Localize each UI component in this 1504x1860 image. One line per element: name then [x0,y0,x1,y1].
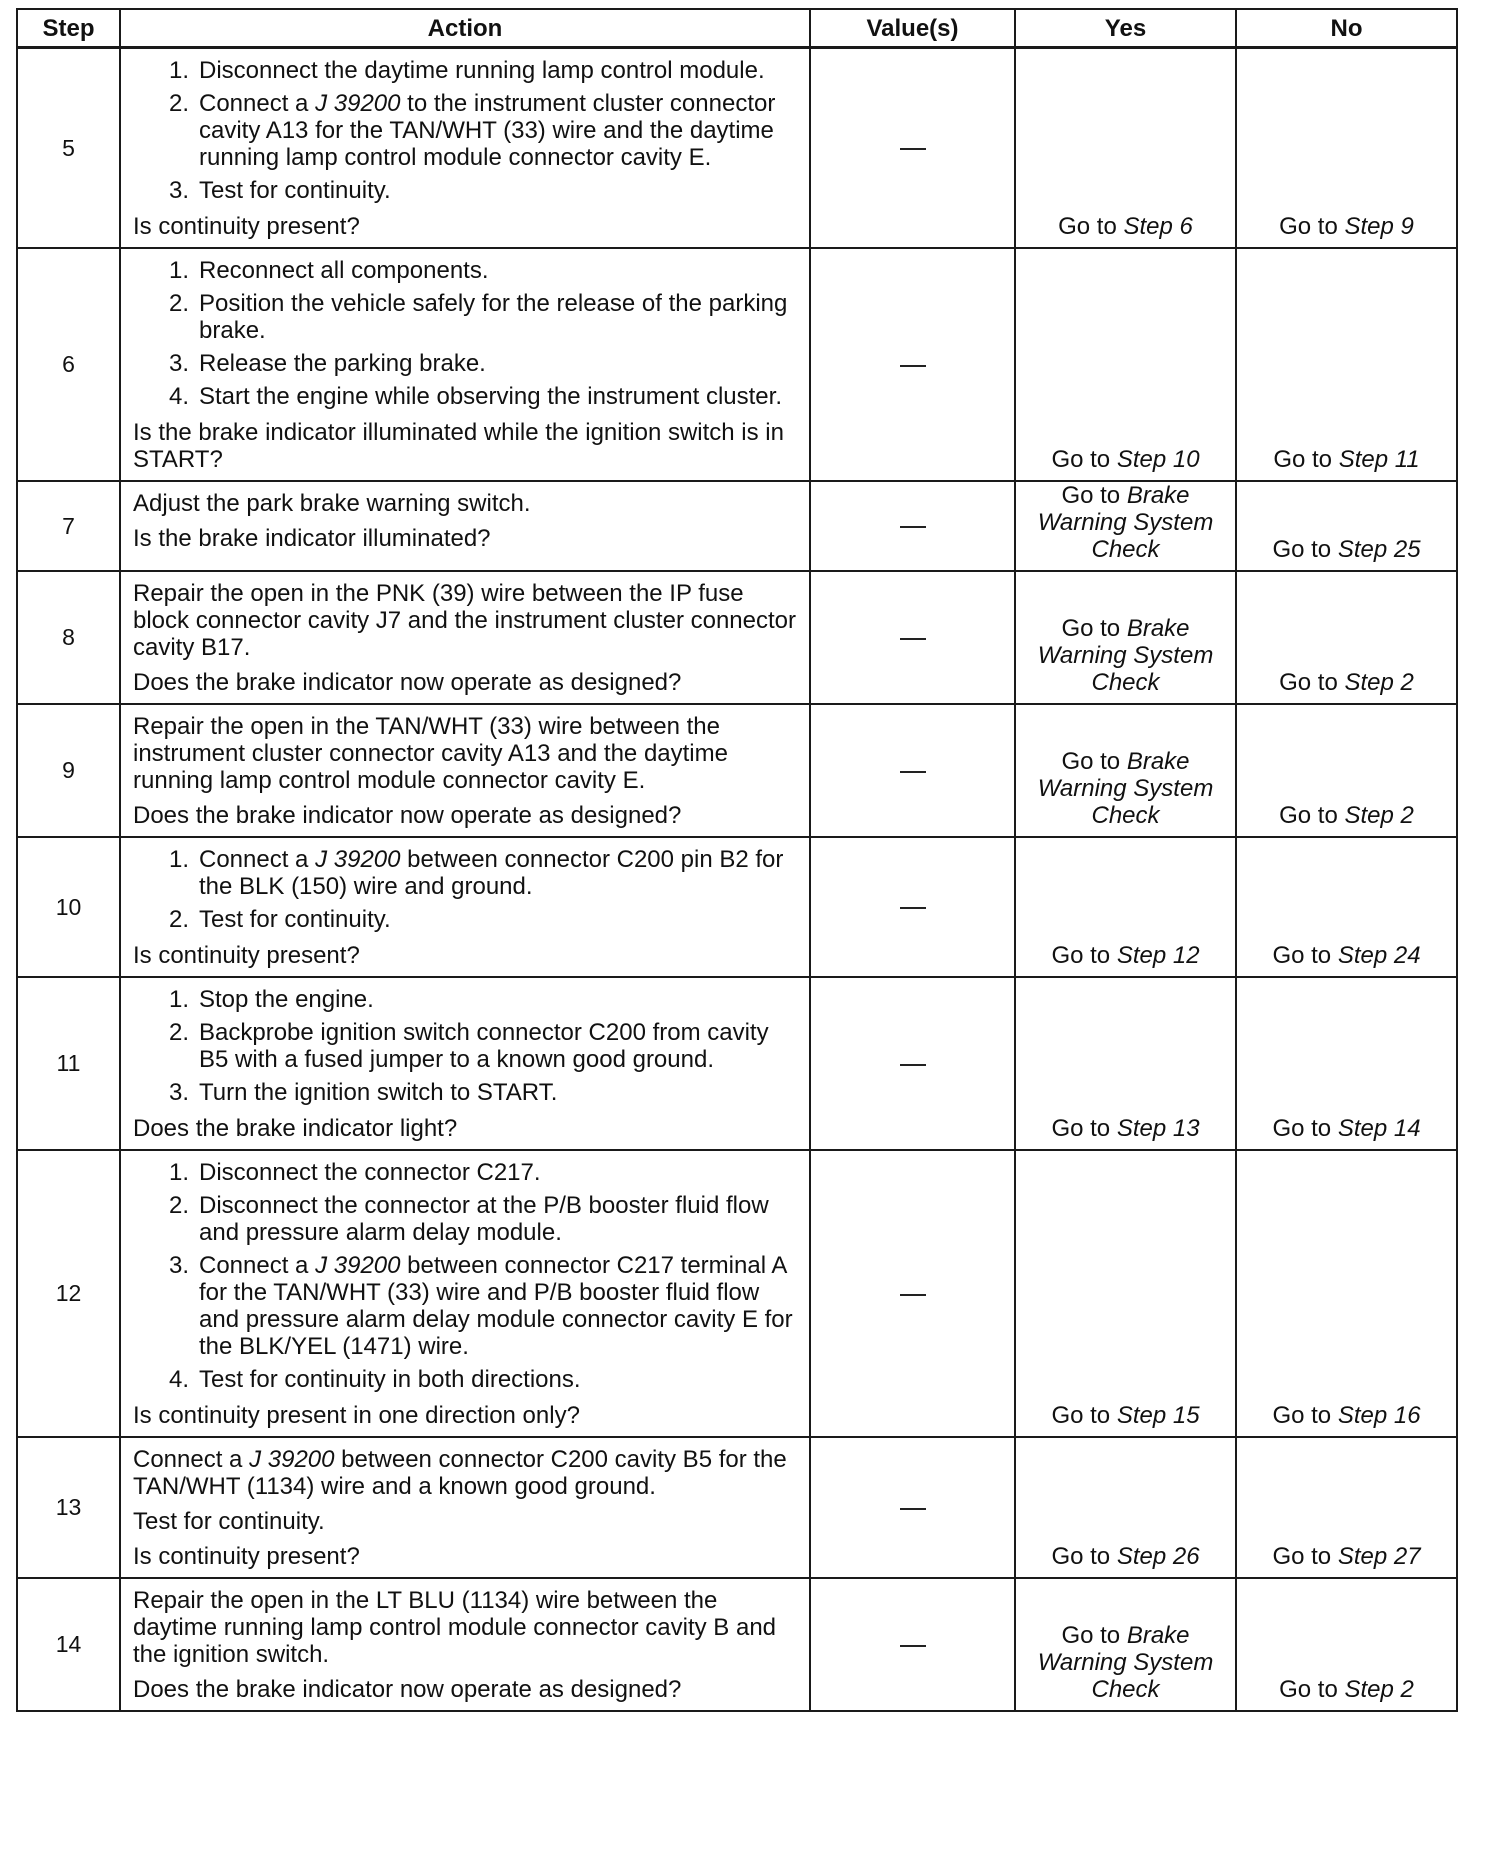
reference-text: Step 9 [1344,213,1414,240]
text-run: Go to [1051,1115,1117,1142]
text-run: between connector C217 terminal A for the TAN/WHT (33) wire and P/B booster fluid flow and pressure alarm delay module connector cavity E for the BLK/YEL (1471) wire. [199,1252,793,1360]
reference-text: Step 24 [1337,942,1421,969]
action-cell [120,48,810,249]
reference-text: Step 27 [1337,1543,1421,1570]
yes-result [1015,248,1236,481]
action-step-text [199,1366,799,1393]
action-step-text [199,1159,799,1186]
reference-text: Brake Warning System Check [1037,615,1214,696]
action-question: Does the brake indicator now operate as designed? [133,802,682,829]
yes-result [1015,1437,1236,1578]
text-run: Go to [1272,1402,1338,1429]
reference-text: Step 16 [1337,1402,1421,1429]
action-step-number: 2. [168,290,189,317]
text-run: Go to [1272,1543,1338,1570]
action-step-number: 4. [168,1366,189,1393]
action-step [133,383,799,410]
step-number: 13 [17,1437,120,1578]
yes-result [1015,481,1236,571]
reference-text: Step 13 [1116,1115,1200,1142]
value-cell [810,571,1015,704]
value-cell [810,1578,1015,1711]
text-run: Go to [1051,1543,1117,1570]
header-yes: Yes [1015,9,1236,48]
value-cell [810,1437,1015,1578]
action-cell [120,1437,810,1578]
text-run: Disconnect the connector C217. [199,1159,541,1186]
value-dash [900,638,926,640]
action-paragraph [133,1587,799,1668]
yes-result [1015,571,1236,704]
action-step-text [199,383,799,410]
action-cell [120,704,810,837]
action-paragraph [133,490,799,517]
value-cell [810,977,1015,1150]
reference-text: Brake Warning System Check [1037,748,1214,829]
no-result [1236,1578,1457,1711]
text-run: Disconnect the daytime running lamp control module. [199,57,765,84]
action-step-text [199,846,799,900]
no-result [1236,1437,1457,1578]
action-step-text [199,906,799,933]
action-question: Does the brake indicator now operate as designed? [133,669,682,696]
action-question: Does the brake indicator now operate as designed? [133,1676,682,1703]
table-row [17,1150,1457,1437]
value-cell [810,48,1015,249]
reference-text: Step 14 [1337,1115,1421,1142]
action-step-text [199,257,799,284]
action-steps-list [133,843,799,939]
value-cell [810,248,1015,481]
action-step-text [199,1192,799,1246]
action-step [133,1366,799,1393]
yes-result [1015,977,1236,1150]
no-result [1236,248,1457,481]
value-dash [900,148,926,150]
action-content [133,1443,799,1570]
text-run: Connect a [199,846,316,873]
reference-text: Step 12 [1116,942,1200,969]
reference-text: Step 26 [1116,1543,1200,1570]
text-run: Connect a [199,90,316,117]
action-step-number: 3. [168,350,189,377]
yes-result-text [1022,482,1229,563]
action-content [133,843,799,969]
text-run: Repair the open in the TAN/WHT (33) wire between the instrument cluster connector cavity A13 and the daytime running lamp control module connector cavity E. [133,713,728,794]
text-run: Test for continuity. [133,1508,325,1535]
reference-text: Step 2 [1344,1676,1414,1703]
text-run: Start the engine while observing the instrument cluster. [199,383,782,410]
reference-text: Brake Warning System Check [1037,482,1214,563]
text-run: Stop the engine. [199,986,374,1013]
reference-text: Brake Warning System Check [1037,1622,1214,1703]
text-run: Go to [1051,1402,1117,1429]
table-row [17,248,1457,481]
action-cell [120,571,810,704]
yes-result [1015,1578,1236,1711]
text-run: Go to [1279,1676,1345,1703]
text-run: Adjust the park brake warning switch. [133,490,531,517]
action-steps-list [133,254,799,416]
step-number: 14 [17,1578,120,1711]
action-step-number: 1. [168,1159,189,1186]
action-content [133,487,799,552]
no-result-text [1273,446,1419,473]
reference-text: Step 25 [1337,536,1421,563]
yes-result [1015,48,1236,249]
action-step [133,350,799,377]
action-step-text [199,986,799,1013]
action-step-number: 2. [168,1192,189,1219]
yes-result-text [1051,942,1199,969]
table-row [17,837,1457,977]
action-step [133,1192,799,1246]
action-step [133,846,799,900]
action-step [133,1252,799,1360]
action-question: Is continuity present in one direction only? [133,1402,580,1429]
yes-result [1015,704,1236,837]
action-step-text [199,1252,799,1360]
text-run: Go to [1051,942,1117,969]
header-values: Value(s) [810,9,1015,48]
value-cell [810,1150,1015,1437]
table-body [17,48,1457,1712]
no-result-text [1272,536,1420,563]
action-content [133,1156,799,1429]
value-cell [810,837,1015,977]
action-question: Is continuity present? [133,213,360,240]
no-result-text [1279,213,1414,240]
reference-text: J 39200 [315,846,401,873]
text-run: Go to [1061,615,1127,642]
reference-text: Step 15 [1116,1402,1200,1429]
text-run: Repair the open in the LT BLU (1134) wire between the daytime running lamp control module connector cavity B and the ignition switch. [133,1587,777,1668]
action-step-number: 4. [168,383,189,410]
text-run: Go to [1272,1115,1338,1142]
no-result-text [1272,1543,1420,1570]
no-result [1236,977,1457,1150]
action-step-number: 3. [168,1252,189,1279]
action-step-text [199,177,799,204]
yes-result-text [1022,748,1229,829]
action-step-number: 1. [168,257,189,284]
no-result-text [1272,1402,1420,1429]
step-number: 8 [17,571,120,704]
no-result [1236,481,1457,571]
action-step-text [199,57,799,84]
header-step: Step [17,9,120,48]
no-result-text [1279,802,1414,829]
text-run: between connector C200 pin B2 for the BLK (150) wire and ground. [199,846,784,900]
action-steps-list [133,54,799,210]
value-cell [810,704,1015,837]
action-step-number: 2. [168,906,189,933]
action-paragraph [133,1508,799,1535]
action-question: Is the brake indicator illuminated while the ignition switch is in START? [133,419,784,473]
action-step-number: 1. [168,57,189,84]
no-result [1236,1150,1457,1437]
step-number: 12 [17,1150,120,1437]
no-result [1236,571,1457,704]
action-content [133,254,799,473]
text-run: Go to [1272,536,1338,563]
yes-result [1015,1150,1236,1437]
action-step [133,90,799,171]
yes-result-text [1058,213,1193,240]
diagnostic-table [16,8,1458,1712]
yes-result-text [1051,446,1199,473]
action-step [133,257,799,284]
step-number: 9 [17,704,120,837]
action-step [133,177,799,204]
action-step [133,906,799,933]
yes-result-text [1051,1543,1199,1570]
header-action: Action [120,9,810,48]
text-run: Backprobe ignition switch connector C200 from cavity B5 with a fused jumper to a known good ground. [199,1019,769,1073]
value-dash [900,1645,926,1647]
action-cell [120,1578,810,1711]
text-run: Turn the ignition switch to START. [199,1079,558,1106]
text-run: Go to [1279,802,1345,829]
action-question: Is continuity present? [133,1543,360,1570]
text-run: Go to [1279,213,1345,240]
table-row [17,48,1457,249]
value-cell [810,481,1015,571]
text-run: Release the parking brake. [199,350,486,377]
action-step-number: 1. [168,846,189,873]
action-step-text [199,290,799,344]
action-content [133,577,799,696]
action-step-text [199,1019,799,1073]
value-dash [900,365,926,367]
text-run: Go to [1061,482,1127,509]
table-row [17,1578,1457,1711]
action-question: Is the brake indicator illuminated? [133,525,491,552]
step-number: 7 [17,481,120,571]
action-content [133,1584,799,1703]
table-row [17,571,1457,704]
step-number: 6 [17,248,120,481]
no-result-text [1279,669,1414,696]
text-run: between connector C200 cavity B5 for the TAN/WHT (1134) wire and a known good ground. [133,1446,787,1500]
value-dash [900,907,926,909]
action-question: Does the brake indicator light? [133,1115,458,1142]
no-result [1236,704,1457,837]
action-step [133,986,799,1013]
text-run: Test for continuity. [199,906,391,933]
reference-text: Step 6 [1123,213,1193,240]
action-cell [120,1150,810,1437]
text-run: Connect a [199,1252,316,1279]
action-steps-list [133,983,799,1112]
text-run: Go to [1061,1622,1127,1649]
value-dash [900,1294,926,1296]
text-run: Go to [1273,446,1339,473]
step-number: 11 [17,977,120,1150]
text-run: Go to [1272,942,1338,969]
action-cell [120,837,810,977]
text-run: Repair the open in the PNK (39) wire between the IP fuse block connector cavity J7 and the instrument cluster connector cavity B17. [133,580,796,661]
table-row [17,704,1457,837]
reference-text: Step 11 [1338,446,1420,473]
reference-text: J 39200 [249,1446,335,1473]
action-step [133,290,799,344]
yes-result [1015,837,1236,977]
action-content [133,54,799,240]
action-step [133,1159,799,1186]
action-step-number: 3. [168,177,189,204]
action-step-number: 1. [168,986,189,1013]
action-step [133,57,799,84]
value-dash [900,771,926,773]
text-run: Test for continuity. [199,177,391,204]
action-paragraph [133,1446,799,1500]
text-run: to the instrument cluster connector cavity A13 for the TAN/WHT (33) wire and the daytime running lamp control module connector cavity E. [199,90,776,171]
no-result [1236,837,1457,977]
text-run: Disconnect the connector at the P/B booster fluid flow and pressure alarm delay module. [199,1192,769,1246]
table-row [17,481,1457,571]
reference-text: Step 2 [1344,669,1414,696]
action-paragraph [133,713,799,794]
no-result-text [1272,1115,1420,1142]
action-cell [120,977,810,1150]
action-content [133,983,799,1142]
yes-result-text [1022,615,1229,696]
text-run: Go to [1279,669,1345,696]
reference-text: J 39200 [315,1252,401,1279]
action-paragraph [133,580,799,661]
no-result-text [1272,942,1420,969]
text-run: Reconnect all components. [199,257,489,284]
action-step [133,1019,799,1073]
text-run: Go to [1051,446,1117,473]
action-step [133,1079,799,1106]
value-dash [900,1508,926,1510]
value-dash [900,1064,926,1066]
header-row [17,9,1457,48]
header-no: No [1236,9,1457,48]
action-steps-list [133,1156,799,1399]
text-run: Go to [1058,213,1124,240]
action-step-text [199,90,799,171]
table-row [17,977,1457,1150]
reference-text: Step 2 [1344,802,1414,829]
text-run: Position the vehicle safely for the release of the parking brake. [199,290,788,344]
no-result [1236,48,1457,249]
step-number: 5 [17,48,120,249]
action-content [133,710,799,829]
yes-result-text [1022,1622,1229,1703]
reference-text: J 39200 [315,90,401,117]
action-question: Is continuity present? [133,942,360,969]
table-row [17,1437,1457,1578]
action-step-number: 2. [168,90,189,117]
action-step-number: 2. [168,1019,189,1046]
value-dash [900,526,926,528]
yes-result-text [1051,1115,1199,1142]
step-number: 10 [17,837,120,977]
action-step-text [199,1079,799,1106]
action-step-text [199,350,799,377]
text-run: Connect a [133,1446,250,1473]
reference-text: Step 10 [1116,446,1200,473]
yes-result-text [1051,1402,1199,1429]
text-run: Test for continuity in both directions. [199,1366,581,1393]
action-step-number: 3. [168,1079,189,1106]
action-cell [120,248,810,481]
text-run: Go to [1061,748,1127,775]
no-result-text [1279,1676,1414,1703]
action-cell [120,481,810,571]
